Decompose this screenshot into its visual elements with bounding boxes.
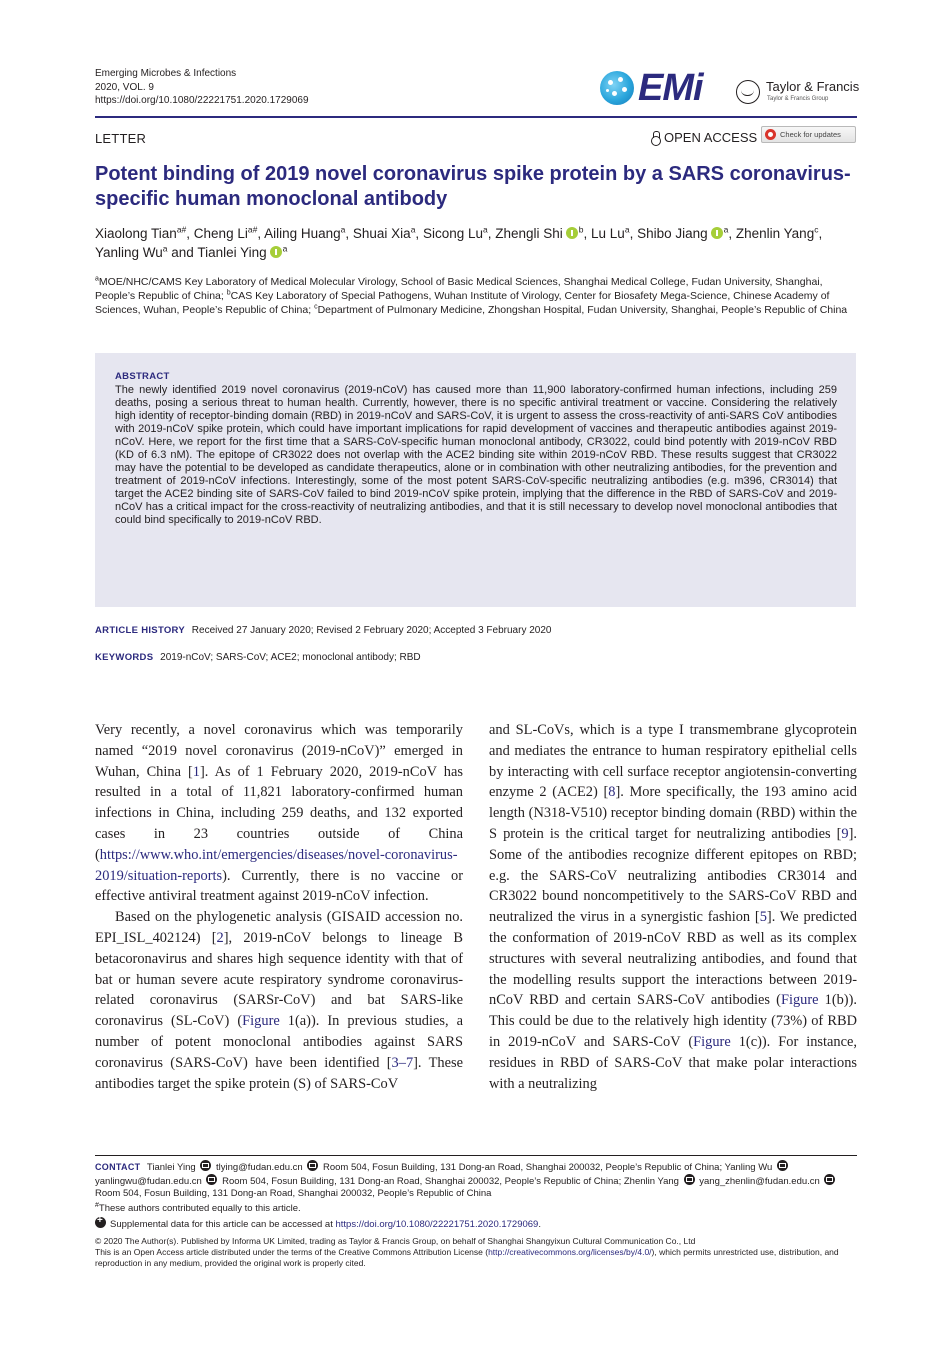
body-paragraph: Based on the phylogenetic analysis (GISAID accession no. EPI_ISL_402124) [2], 2019-nCoV belongs to lineage B betacoronavirus and shares high sequence identity with that of bat or human severe acute respiratory syndrome coronavirus-related coronavirus (SARSr-CoV) and bat SARS-like coronavirus (SL-CoV) (Figure 1(a)). In previous studies, a number of potent monoclonal antibodies against SARS coronavirus (SARS-CoV) have been identified [3–7]. These antibodies target the spike protein (S) of SARS-CoV (95, 909, 464, 1092)
affiliation-mark: c (314, 303, 318, 311)
journal-doi[interactable]: https://doi.org/10.1080/22221751.2020.1729069 (95, 95, 309, 106)
contact-label: CONTACT (95, 1162, 141, 1172)
author-affiliation-mark: a (162, 243, 168, 254)
body-column-right (489, 720, 857, 1094)
affiliation-mark: b (226, 289, 231, 297)
author-affiliation-mark: b (578, 224, 584, 235)
body-column-left (95, 720, 463, 1094)
affiliation-mark: a (95, 275, 99, 283)
author-name: Tianlei Ying (197, 245, 267, 260)
affiliations (95, 275, 860, 317)
supplemental-note: +Supplemental data for this article can be accessed at https://doi.org/10.1080/22221751.2020.1729069. (95, 1217, 860, 1231)
ref-link[interactable]: 2 (216, 929, 224, 946)
contact-footer: CONTACT Tianlei Ying tlying@fudan.edu.cn Room 504, Fosun Building, 131 Dong-an Road, Shanghai 200032, People’s Republic of China; Yanling Wu yanlingwu@fudan.edu.cn Room 504, Fosun Building, 131 Dong-an Road, Shanghai 200032, People’s Republic of China; Zhenlin Yang yang_zhenlin@fudan.edu.cn Room 504, Fosun Building, 131 Dong-an Road, Shanghai 200032, People’s Republic of China #These authors contributed equally to this article. +Supplemental data for this article can be accessed at https://doi.org/10.1080/22221751.2020.1729069. (95, 1160, 860, 1231)
figure-link[interactable]: Figure (242, 1013, 280, 1030)
author-affiliation-mark: a (482, 224, 488, 235)
author-name: Xiaolong Tian (95, 226, 177, 241)
keywords-text: 2019-nCoV; SARS-CoV; ACE2; monoclonal antibody; RBD (160, 652, 421, 663)
orcid-icon[interactable] (270, 246, 282, 258)
check-updates-button[interactable] (761, 126, 856, 143)
emi-globe-icon (600, 71, 634, 105)
article-history (95, 625, 551, 636)
abstract-text: The newly identified 2019 novel coronavirus (2019-nCoV) has caused more than 11,900 laboratory-confirmed human infections, including 259 deaths, posing a serious threat to human health. Currently, however, there is no specific antiviral treatment or vaccine. Considering the relatively high identity of receptor-binding domain (RBD) in 2019-nCoV and SARS-CoV, it is urgent to assess the cross-reactivity of anti-SARS CoV antibodies with 2019-nCoV spike protein, which could have important implications for rapid development of vaccines and therapeutic antibodies against 2019-nCoV. Here, we report for the first time that a SARS-CoV-specific human monoclonal antibody, CR3022, could bind potently with 2019-nCoV RBD (KD of 6.3 nM). The epitope of CR3022 does not overlap with the ACE2 binding site within 2019-nCoV RBD. These results suggest that CR3022 may have the potential to be developed as candidate therapeutics, alone or in combination with other neutralizing antibodies, for the prevention and treatment of 2019-nCoV infections. Interestingly, some of the most potent SARS-CoV-specific neutralizing antibodies (e.g. m396, CR3014) that target the ACE2 binding site of SARS-CoV failed to bind 2019-nCoV spike protein, implying that the difference in the RBD of SARS-CoV and 2019-nCoV has a critical impact for the cross-reactivity of neutralizing antibodies, and that it is still necessary to develop novel monoclonal antibodies that could bind specifically to 2019-nCoV RBD. (115, 384, 837, 526)
body-paragraph: Very recently, a novel coronavirus which was temporarily named “2019 novel coronavirus (2019-nCoV)” emerged in Wuhan, China [1]. As of 1 February 2020, 2019-nCoV has resulted in a total of 11,821 laboratory-confirmed human infections in China, including 259 deaths, and 132 exported cases in 23 countries outside of China (https://www.who.int/emergencies/diseases/novel-coronavirus-2019/situation-reports). Currently, there is no vaccine or effective antiviral treatment against 2019-nCoV infection. (95, 722, 463, 905)
header-rule (95, 116, 857, 118)
taylor-francis-icon (736, 80, 760, 104)
abstract-box (95, 353, 856, 607)
affiliation-text: MOE/NHC/CAMS Key Laboratory of Medical Molecular Virology, School of Basic Medical Sciences, Shanghai Medical College, Fudan University, Shanghai, People’s Republic of China; (95, 276, 823, 302)
ref-link[interactable]: 1 (192, 763, 200, 780)
open-lock-icon (650, 131, 660, 144)
article-history-text: Received 27 January 2020; Revised 2 February 2020; Accepted 3 February 2020 (191, 625, 552, 636)
publisher-name: Taylor & Francis (766, 79, 860, 94)
ref-link[interactable]: 9 (841, 825, 849, 842)
figure-link[interactable]: Figure (780, 992, 819, 1009)
author-name: Sicong Lu (422, 226, 483, 241)
article-history-label: ARTICLE HISTORY (95, 625, 186, 636)
author-list: Xiaolong Tian$^{a\#}$, Cheng $Li^{a\#}$, Ailing Huang$^a$, Shuai Xia$^a$, Sicong Lu$^a$, Zhengli Shi $^b$, Lu Lu$^a$, Shibo Jiang $^a$, Zhenlin Yang$^c$, Yanling Wu$^a$ and Tianlei Ying $^a$ (95, 224, 823, 260)
affiliation-text: CAS Key Laboratory of Special Pathogens, Wuhan Institute of Virology, Center for Biosafety Mega-Science, Chinese Academy of Sciences, Wuhan, People’s Republic of China; (95, 290, 830, 316)
article-title: Potent binding of 2019 novel coronavirus spike protein by a SARS coronavirus-specific human monoclonal antibody (95, 163, 851, 210)
address-icon (307, 1160, 318, 1171)
address-icon (206, 1174, 217, 1185)
check-updates-icon (765, 129, 776, 140)
publisher-group: Taylor & Francis Group (767, 96, 829, 102)
figure-link[interactable]: Figure (693, 1033, 731, 1050)
author-name: Shibo Jiang (637, 226, 708, 241)
open-access-label: OPEN ACCESS (664, 130, 758, 145)
contact-email[interactable]: yanlingwu@fudan.edu.cn (95, 1176, 202, 1187)
author-affiliation-mark: a# (176, 224, 187, 235)
address-icon (824, 1174, 835, 1185)
supplemental-link[interactable]: https://doi.org/10.1080/22221751.2020.1729069 (335, 1219, 539, 1231)
author-affiliation-mark: a (410, 224, 416, 235)
email-icon (200, 1160, 211, 1171)
keywords-label: KEYWORDS (95, 652, 154, 663)
email-icon (684, 1174, 695, 1185)
journal-meta (95, 67, 309, 108)
author-name: Cheng Li (193, 226, 248, 241)
email-icon (777, 1160, 788, 1171)
ref-link[interactable]: 8 (608, 784, 616, 801)
contact-email[interactable]: yang_zhenlin@fudan.edu.cn (699, 1176, 820, 1187)
author-affiliation-mark: a (723, 224, 729, 235)
ref-link[interactable]: 5 (759, 909, 767, 926)
ref-link[interactable]: 3–7 (391, 1054, 414, 1071)
emi-logo: EMi (638, 67, 703, 109)
orcid-icon[interactable] (711, 227, 723, 239)
author-affiliation-mark: a (340, 224, 346, 235)
orcid-icon[interactable] (566, 227, 578, 239)
author-name: Zhengli Shi (495, 226, 563, 241)
contact-email[interactable]: tlying@fudan.edu.cn (215, 1162, 303, 1173)
author-name: Yanling Wu (95, 245, 163, 260)
abstract-heading: ABSTRACT (115, 371, 170, 382)
author-name: Zhenlin Yang (735, 226, 815, 241)
affiliation-text: Department of Pulmonary Medicine, Zhongshan Hospital, Fudan University, Shanghai, People’s Republic of China (317, 304, 848, 316)
copyright-notice: © 2020 The Author(s). Published by Informa UK Limited, trading as Taylor & Francis Group, on behalf of Shanghai Shangyixun Cultural Communication Co., Ltd This is an Open Access article distributed under the terms of the Creative Commons Attribution License (http://creativecommons.org/licenses/by/4.0/), which permits unrestricted use, distribution, and reproduction in any medium, provided the original work is properly cited. (95, 1236, 839, 1268)
body-paragraph-continued: and SL-CoVs, which is a type I transmembrane glycoprotein and mediates the entrance to human respiratory epithelial cells by interacting with cell surface receptor angiotensin-converting enzyme 2 (ACE2) [8]. More specifically, the 193 amino acid length (N318-V510) receptor binding domain (RBD) within the S protein is the critical target for neutralizing antibodies [9]. Some of the antibodies recognize different epitopes on RBD; e.g. the SARS-CoV neutralizing antibodies CR3014 and CR3022 bound noncompetitively to the SARS-CoV RBD and neutralized the virus in a synergistic fashion [5]. We predicted the conformation of 2019-nCoV RBD as well as its complex structures with several neutralizing antibodies, and found that the modelling results support the interactions between 2019-nCoV RBD and certain SARS-CoV antibodies (Figure 1(b)). This could be due to the relatively high identity (73%) of RBD in 2019-nCoV and SARS-CoV (Figure 1(c)). For instance, residues in RBD of SARS-CoV that make polar interactions with a neutralizing (489, 722, 857, 1092)
journal-name: Emerging Microbes & Infections (95, 68, 237, 79)
who-situation-link[interactable]: https://www.who.int/emergencies/diseases/novel-coronavirus-2019/situation-reports (95, 846, 458, 884)
check-updates-label: Check for updates (780, 130, 841, 139)
header-logos (598, 66, 860, 112)
supplemental-icon (95, 1217, 106, 1228)
author-affiliation-mark: a (282, 243, 288, 254)
author-name: Ailing Huang (264, 226, 341, 241)
article-type: LETTER (95, 131, 147, 146)
open-access-badge (650, 130, 757, 145)
keywords (95, 652, 421, 663)
author-affiliation-mark: a# (247, 224, 258, 235)
footer-rule (95, 1155, 857, 1156)
journal-volume: 2020, VOL. 9 (95, 81, 154, 93)
equal-contribution-note: #These authors contributed equally to this article. (95, 1202, 301, 1215)
author-name: Lu Lu (591, 226, 625, 241)
author-affiliation-mark: c (814, 224, 819, 235)
author-name: Shuai Xia (352, 226, 411, 241)
license-link[interactable]: http://creativecommons.org/licenses/by/4.0/ (488, 1247, 652, 1257)
author-affiliation-mark: a (624, 224, 630, 235)
